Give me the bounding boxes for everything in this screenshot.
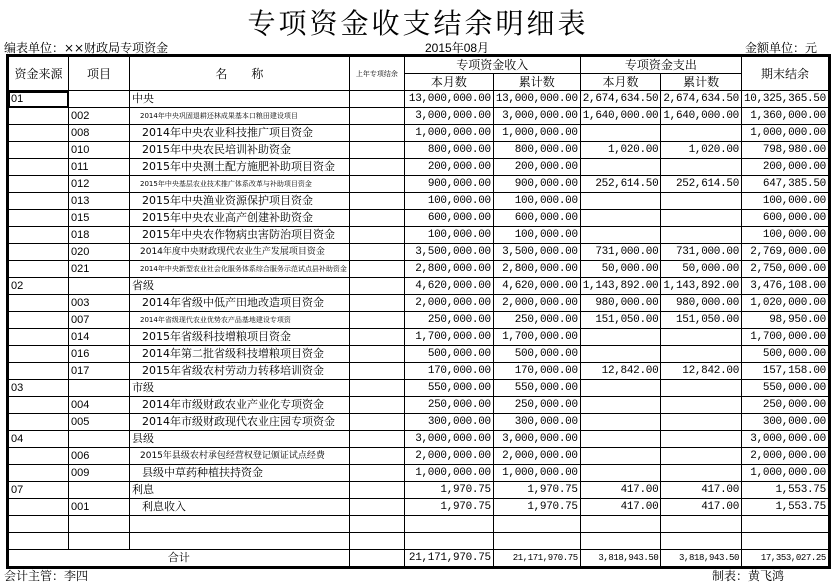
cell-project[interactable]: 003 (69, 295, 130, 312)
cell-income-month[interactable]: 250,000.00 (404, 397, 493, 414)
cell-name[interactable]: 2015年县级农村承包经营权登记颁证试点经费 (130, 448, 350, 465)
cell-expense-month[interactable] (580, 516, 661, 533)
cell-project[interactable]: 017 (69, 363, 130, 380)
cell-income-month[interactable]: 200,000.00 (404, 159, 493, 176)
cell-prev-balance[interactable] (349, 431, 404, 448)
cell-expense-month[interactable]: 417.00 (580, 482, 661, 499)
cell-expense-cumulative[interactable]: 151,050.00 (661, 312, 742, 329)
cell-expense-month[interactable]: 417.00 (580, 499, 661, 516)
cell-ending-balance[interactable]: 98,950.00 (742, 312, 830, 329)
total-label[interactable]: 合计 (8, 550, 350, 568)
cell-name[interactable]: 2015年省级农村劳动力转移培训资金 (130, 363, 350, 380)
cell-source[interactable] (8, 227, 69, 244)
cell-expense-month[interactable] (580, 193, 661, 210)
cell-ending-balance[interactable]: 300,000.00 (742, 414, 830, 431)
cell-name[interactable]: 2014年度中央财政现代农业生产发展项目资金 (130, 244, 350, 261)
cell-project[interactable] (69, 91, 130, 108)
cell-expense-cumulative[interactable]: 980,000.00 (661, 295, 742, 312)
cell-expense-month[interactable]: 50,000.00 (580, 261, 661, 278)
cell-name[interactable]: 2014年中央新型农业社会化服务体系综合服务示范试点县补助资金 (130, 261, 350, 278)
cell-name[interactable]: 2014年省级中低产田地改造项目资金 (130, 295, 350, 312)
cell-income-month[interactable]: 800,000.00 (404, 142, 493, 159)
cell-ending-balance[interactable]: 1,553.75 (742, 499, 830, 516)
table-row (8, 159, 830, 176)
cell-prev-balance[interactable] (349, 261, 404, 278)
cell-ending-balance[interactable]: 1,553.75 (742, 482, 830, 499)
cell-source[interactable] (8, 465, 69, 482)
cell-source[interactable] (8, 244, 69, 261)
cell-source[interactable] (8, 363, 69, 380)
cell-income-month[interactable]: 13,000,000.00 (404, 91, 493, 108)
col-header-ending-balance[interactable]: 期末结余 (742, 56, 830, 91)
cell-income-cumulative[interactable]: 1,000,000.00 (493, 465, 580, 482)
cell-name[interactable]: 2014年省级现代农业优势农产品基地建设专项资 (130, 312, 350, 329)
cell-income-month[interactable]: 600,000.00 (404, 210, 493, 227)
cell-expense-cumulative[interactable] (661, 414, 742, 431)
cell-prev-balance[interactable] (349, 499, 404, 516)
cell-name[interactable]: 市级 (130, 380, 350, 397)
cell-expense-month[interactable] (580, 414, 661, 431)
cell-project[interactable]: 016 (69, 346, 130, 363)
cell-expense-cumulative[interactable] (661, 431, 742, 448)
cell-expense-month[interactable]: 252,614.50 (580, 176, 661, 193)
cell-income-month[interactable]: 1,000,000.00 (404, 125, 493, 142)
table-row (8, 125, 830, 142)
table-row (8, 414, 830, 431)
cell-income-cumulative[interactable]: 1,700,000.00 (493, 329, 580, 346)
col-header-income-month[interactable]: 本月数 (404, 74, 493, 91)
cell-ending-balance[interactable]: 100,000.00 (742, 227, 830, 244)
cell-source[interactable] (8, 210, 69, 227)
cell-name[interactable] (130, 516, 350, 533)
total-prev-balance[interactable] (349, 550, 404, 568)
cell-income-month[interactable]: 100,000.00 (404, 227, 493, 244)
table-row (8, 193, 830, 210)
cell-expense-cumulative[interactable]: 252,614.50 (661, 176, 742, 193)
cell-expense-cumulative[interactable] (661, 210, 742, 227)
table-row (8, 329, 830, 346)
cell-source[interactable] (8, 312, 69, 329)
cell-ending-balance[interactable]: 2,750,000.00 (742, 261, 830, 278)
cell-prev-balance[interactable] (349, 295, 404, 312)
cell-expense-month[interactable] (580, 431, 661, 448)
cell-expense-cumulative[interactable]: 2,674,634.50 (661, 91, 742, 108)
cell-prev-balance[interactable] (349, 380, 404, 397)
table-row (8, 533, 830, 550)
table-body (8, 91, 830, 550)
cell-expense-cumulative[interactable] (661, 125, 742, 142)
table-row (8, 482, 830, 499)
cell-ending-balance[interactable]: 3,000,000.00 (742, 431, 830, 448)
cell-expense-month[interactable]: 1,640,000.00 (580, 108, 661, 125)
cell-name[interactable]: 2014年第二批省级科技增粮项目资金 (130, 346, 350, 363)
col-header-income-group[interactable]: 专项资金收入 (404, 56, 580, 74)
cell-ending-balance[interactable]: 200,000.00 (742, 159, 830, 176)
cell-ending-balance[interactable]: 1,000,000.00 (742, 125, 830, 142)
cell-expense-cumulative[interactable] (661, 346, 742, 363)
cell-expense-month[interactable]: 151,050.00 (580, 312, 661, 329)
cell-project[interactable]: 006 (69, 448, 130, 465)
cell-project[interactable]: 018 (69, 227, 130, 244)
cell-income-cumulative[interactable]: 3,000,000.00 (493, 108, 580, 125)
cell-ending-balance[interactable]: 1,700,000.00 (742, 329, 830, 346)
cell-source[interactable] (8, 176, 69, 193)
cell-income-cumulative[interactable]: 800,000.00 (493, 142, 580, 159)
cell-prev-balance[interactable] (349, 329, 404, 346)
cell-expense-cumulative[interactable] (661, 193, 742, 210)
cell-prev-balance[interactable] (349, 125, 404, 142)
cell-expense-cumulative[interactable] (661, 227, 742, 244)
cell-source[interactable] (8, 533, 69, 550)
cell-source[interactable] (8, 346, 69, 363)
cell-ending-balance[interactable]: 600,000.00 (742, 210, 830, 227)
table-row (8, 346, 830, 363)
cell-project[interactable]: 008 (69, 125, 130, 142)
cell-prev-balance[interactable] (349, 227, 404, 244)
table-row (8, 431, 830, 448)
cell-project[interactable]: 004 (69, 397, 130, 414)
col-header-name[interactable]: 名 称 (130, 56, 350, 91)
cell-source[interactable] (8, 108, 69, 125)
cell-ending-balance[interactable]: 1,360,000.00 (742, 108, 830, 125)
cell-expense-cumulative[interactable] (661, 397, 742, 414)
cell-expense-cumulative[interactable] (661, 380, 742, 397)
cell-project[interactable] (69, 533, 130, 550)
cell-name[interactable]: 2014年中央巩固退耕还林成果基本口粮田建设项目 (130, 108, 350, 125)
total-income-cumulative[interactable]: 21,171,970.75 (493, 550, 580, 568)
table-row (8, 448, 830, 465)
cell-project[interactable]: 001 (69, 499, 130, 516)
cell-expense-month[interactable]: 1,020.00 (580, 142, 661, 159)
cell-income-month[interactable]: 100,000.00 (404, 193, 493, 210)
total-expense-cumulative[interactable]: 3,818,943.50 (661, 550, 742, 568)
cell-income-month[interactable]: 2,800,000.00 (404, 261, 493, 278)
cell-expense-month[interactable]: 980,000.00 (580, 295, 661, 312)
cell-income-cumulative[interactable]: 4,620,000.00 (493, 278, 580, 295)
cell-source[interactable]: 03 (8, 380, 69, 397)
cell-income-cumulative[interactable] (493, 533, 580, 550)
cell-project[interactable] (69, 516, 130, 533)
cell-project[interactable]: 020 (69, 244, 130, 261)
compiling-unit: 编表单位：××财政局专项资金 (4, 41, 169, 55)
cell-income-cumulative[interactable]: 1,000,000.00 (493, 125, 580, 142)
cell-project[interactable] (69, 431, 130, 448)
cell-project[interactable]: 009 (69, 465, 130, 482)
cell-income-cumulative[interactable]: 200,000.00 (493, 159, 580, 176)
cell-name[interactable]: 2015年省级科技增粮项目资金 (130, 329, 350, 346)
col-header-project[interactable]: 项目 (69, 56, 130, 91)
table-row (8, 108, 830, 125)
cell-project[interactable]: 007 (69, 312, 130, 329)
cell-ending-balance[interactable]: 2,769,000.00 (742, 244, 830, 261)
col-header-expense-group[interactable]: 专项资金支出 (580, 56, 741, 74)
cell-ending-balance[interactable]: 3,476,108.00 (742, 278, 830, 295)
cell-income-cumulative[interactable]: 300,000.00 (493, 414, 580, 431)
cell-expense-cumulative[interactable] (661, 159, 742, 176)
col-header-prev-balance[interactable]: 上年专项结余 (349, 56, 404, 91)
cell-prev-balance[interactable] (349, 91, 404, 108)
cell-source[interactable] (8, 397, 69, 414)
cell-source[interactable] (8, 193, 69, 210)
cell-income-cumulative[interactable]: 250,000.00 (493, 312, 580, 329)
cell-income-cumulative[interactable]: 500,000.00 (493, 346, 580, 363)
cell-name[interactable]: 2015年中央测土配方施肥补助项目资金 (130, 159, 350, 176)
cell-project[interactable]: 015 (69, 210, 130, 227)
cell-expense-cumulative[interactable]: 50,000.00 (661, 261, 742, 278)
table-row (8, 499, 830, 516)
cell-income-month[interactable]: 3,000,000.00 (404, 108, 493, 125)
cell-income-month[interactable]: 500,000.00 (404, 346, 493, 363)
cell-expense-cumulative[interactable]: 417.00 (661, 499, 742, 516)
table-row (8, 91, 830, 108)
col-header-income-cumulative[interactable]: 累计数 (493, 74, 580, 91)
cell-name[interactable]: 县级中草药种植扶持资金 (130, 465, 350, 482)
cell-income-cumulative[interactable]: 3,500,000.00 (493, 244, 580, 261)
cell-prev-balance[interactable] (349, 482, 404, 499)
cell-ending-balance[interactable]: 100,000.00 (742, 193, 830, 210)
cell-expense-cumulative[interactable]: 1,640,000.00 (661, 108, 742, 125)
cell-income-cumulative[interactable]: 900,000.00 (493, 176, 580, 193)
cell-ending-balance[interactable]: 550,000.00 (742, 380, 830, 397)
table-row (8, 312, 830, 329)
cell-prev-balance[interactable] (349, 244, 404, 261)
cell-prev-balance[interactable] (349, 533, 404, 550)
cell-prev-balance[interactable] (349, 108, 404, 125)
cell-prev-balance[interactable] (349, 312, 404, 329)
cell-name[interactable]: 2014年中央农业科技推广项目资金 (130, 125, 350, 142)
cell-name[interactable]: 利息收入 (130, 499, 350, 516)
table-row (8, 142, 830, 159)
table-row (8, 278, 830, 295)
table-row (8, 465, 830, 482)
total-ending-balance[interactable]: 17,353,027.25 (742, 550, 830, 568)
cell-prev-balance[interactable] (349, 363, 404, 380)
cell-income-month[interactable]: 2,000,000.00 (404, 295, 493, 312)
cell-income-cumulative[interactable]: 250,000.00 (493, 397, 580, 414)
cell-expense-month[interactable] (580, 227, 661, 244)
report-title: 专项资金收支结余明细表 (247, 7, 589, 40)
cell-income-cumulative[interactable]: 550,000.00 (493, 380, 580, 397)
cell-prev-balance[interactable] (349, 278, 404, 295)
cell-project[interactable]: 002 (69, 108, 130, 125)
cell-income-month[interactable]: 1,970.75 (404, 499, 493, 516)
cell-income-cumulative[interactable]: 1,970.75 (493, 499, 580, 516)
cell-expense-month[interactable] (580, 329, 661, 346)
cell-income-cumulative[interactable]: 3,000,000.00 (493, 431, 580, 448)
table-row (8, 397, 830, 414)
cell-expense-month[interactable] (580, 465, 661, 482)
cell-expense-month[interactable]: 731,000.00 (580, 244, 661, 261)
cell-source[interactable] (8, 448, 69, 465)
cell-source[interactable] (8, 142, 69, 159)
col-header-source[interactable]: 资金来源 (8, 56, 69, 91)
cell-income-month[interactable]: 4,620,000.00 (404, 278, 493, 295)
cell-expense-month[interactable] (580, 125, 661, 142)
cell-income-cumulative[interactable]: 2,000,000.00 (493, 295, 580, 312)
currency-unit: 金额单位：元 (745, 41, 818, 55)
cell-income-month[interactable]: 1,000,000.00 (404, 465, 493, 482)
table-row (8, 210, 830, 227)
cell-income-cumulative[interactable]: 600,000.00 (493, 210, 580, 227)
cell-ending-balance[interactable]: 798,980.00 (742, 142, 830, 159)
cell-prev-balance[interactable] (349, 159, 404, 176)
cell-project[interactable] (69, 482, 130, 499)
cell-project[interactable]: 012 (69, 176, 130, 193)
cell-expense-cumulative[interactable] (661, 533, 742, 550)
cell-ending-balance[interactable]: 647,385.50 (742, 176, 830, 193)
cell-income-cumulative[interactable]: 13,000,000.00 (493, 91, 580, 108)
cell-source[interactable]: 04 (8, 431, 69, 448)
cell-prev-balance[interactable] (349, 516, 404, 533)
cell-name[interactable]: 县级 (130, 431, 350, 448)
cell-income-month[interactable]: 3,500,000.00 (404, 244, 493, 261)
cell-name[interactable]: 2015年中央农作物病虫害防治项目资金 (130, 227, 350, 244)
cell-income-cumulative[interactable]: 100,000.00 (493, 193, 580, 210)
cell-expense-month[interactable] (580, 159, 661, 176)
col-header-expense-cumulative[interactable]: 累计数 (661, 74, 742, 91)
cell-income-cumulative[interactable]: 1,970.75 (493, 482, 580, 499)
table-preparer: 制表：黄飞鸿 (712, 569, 785, 583)
cell-source[interactable]: 02 (8, 278, 69, 295)
cell-ending-balance[interactable]: 250,000.00 (742, 397, 830, 414)
cell-income-cumulative[interactable]: 2,800,000.00 (493, 261, 580, 278)
cell-expense-month[interactable] (580, 346, 661, 363)
cell-source[interactable]: 07 (8, 482, 69, 499)
accounting-supervisor: 会计主管：李四 (4, 569, 89, 583)
cell-prev-balance[interactable] (349, 176, 404, 193)
cell-income-cumulative[interactable]: 100,000.00 (493, 227, 580, 244)
cell-name[interactable]: 2015年中央农业高产创建补助资金 (130, 210, 350, 227)
col-header-expense-month[interactable]: 本月数 (580, 74, 661, 91)
cell-name[interactable]: 2014年市级财政现代农业庄园专项资金 (130, 414, 350, 431)
cell-income-month[interactable]: 1,970.75 (404, 482, 493, 499)
cell-name[interactable] (130, 533, 350, 550)
cell-ending-balance[interactable]: 10,325,365.50 (742, 91, 830, 108)
cell-source[interactable] (8, 125, 69, 142)
cell-expense-cumulative[interactable]: 1,020.00 (661, 142, 742, 159)
cell-expense-month[interactable] (580, 210, 661, 227)
total-expense-month[interactable]: 3,818,943.50 (580, 550, 661, 568)
cell-expense-cumulative[interactable] (661, 329, 742, 346)
table-row (8, 380, 830, 397)
balance-sheet-table (6, 54, 831, 569)
cell-source[interactable] (8, 159, 69, 176)
cell-project[interactable]: 013 (69, 193, 130, 210)
cell-project[interactable]: 014 (69, 329, 130, 346)
cell-project[interactable] (69, 278, 130, 295)
cell-source[interactable] (8, 261, 69, 278)
table-row (8, 363, 830, 380)
cell-name[interactable]: 省级 (130, 278, 350, 295)
cell-expense-month[interactable] (580, 380, 661, 397)
cell-expense-month[interactable]: 2,674,634.50 (580, 91, 661, 108)
cell-income-month[interactable] (404, 533, 493, 550)
cell-expense-cumulative[interactable] (661, 516, 742, 533)
cell-source[interactable] (8, 295, 69, 312)
cell-income-month[interactable]: 1,700,000.00 (404, 329, 493, 346)
cell-expense-cumulative[interactable]: 731,000.00 (661, 244, 742, 261)
cell-income-month[interactable]: 550,000.00 (404, 380, 493, 397)
cell-ending-balance[interactable]: 2,000,000.00 (742, 448, 830, 465)
total-row (8, 550, 830, 568)
cell-expense-cumulative[interactable]: 12,842.00 (661, 363, 742, 380)
cell-project[interactable]: 021 (69, 261, 130, 278)
cell-ending-balance[interactable]: 1,020,000.00 (742, 295, 830, 312)
cell-expense-month[interactable] (580, 533, 661, 550)
cell-income-cumulative[interactable]: 170,000.00 (493, 363, 580, 380)
cell-expense-cumulative[interactable]: 417.00 (661, 482, 742, 499)
cell-project[interactable] (69, 380, 130, 397)
cell-source[interactable] (8, 329, 69, 346)
cell-income-cumulative[interactable]: 2,000,000.00 (493, 448, 580, 465)
cell-income-month[interactable]: 170,000.00 (404, 363, 493, 380)
cell-name[interactable]: 2015年中央农民培训补助资金 (130, 142, 350, 159)
table-row (8, 244, 830, 261)
cell-ending-balance[interactable] (742, 516, 830, 533)
table-row (8, 516, 830, 533)
cell-source[interactable] (8, 499, 69, 516)
cell-prev-balance[interactable] (349, 414, 404, 431)
cell-expense-month[interactable]: 1,143,892.00 (580, 278, 661, 295)
cell-income-month[interactable]: 300,000.00 (404, 414, 493, 431)
cell-prev-balance[interactable] (349, 193, 404, 210)
cell-income-month[interactable]: 2,000,000.00 (404, 448, 493, 465)
cell-name[interactable]: 中央 (130, 91, 350, 108)
cell-income-month[interactable] (404, 516, 493, 533)
cell-name[interactable]: 利息 (130, 482, 350, 499)
cell-expense-cumulative[interactable] (661, 465, 742, 482)
cell-name[interactable]: 2014年市级财政农业产业化专项资金 (130, 397, 350, 414)
cell-expense-month[interactable] (580, 448, 661, 465)
cell-source[interactable] (8, 414, 69, 431)
cell-income-month[interactable]: 900,000.00 (404, 176, 493, 193)
cell-project[interactable]: 011 (69, 159, 130, 176)
cell-income-cumulative[interactable] (493, 516, 580, 533)
cell-ending-balance[interactable]: 1,000,000.00 (742, 465, 830, 482)
report-period: 2015年08月 (425, 41, 490, 55)
cell-expense-month[interactable] (580, 397, 661, 414)
cell-expense-cumulative[interactable]: 1,143,892.00 (661, 278, 742, 295)
table-row (8, 295, 830, 312)
cell-prev-balance[interactable] (349, 142, 404, 159)
cell-source[interactable]: 01 (8, 91, 69, 108)
cell-project[interactable]: 005 (69, 414, 130, 431)
cell-expense-month[interactable]: 12,842.00 (580, 363, 661, 380)
cell-name[interactable]: 2015年中央基层农业技术推广体系改革与补助项目资金 (130, 176, 350, 193)
cell-ending-balance[interactable]: 500,000.00 (742, 346, 830, 363)
cell-prev-balance[interactable] (349, 397, 404, 414)
cell-ending-balance[interactable]: 157,158.00 (742, 363, 830, 380)
cell-income-month[interactable]: 250,000.00 (404, 312, 493, 329)
cell-ending-balance[interactable] (742, 533, 830, 550)
cell-source[interactable] (8, 516, 69, 533)
total-income-month[interactable]: 21,171,970.75 (404, 550, 493, 568)
cell-expense-cumulative[interactable] (661, 448, 742, 465)
table-row (8, 261, 830, 278)
cell-prev-balance[interactable] (349, 346, 404, 363)
cell-prev-balance[interactable] (349, 448, 404, 465)
table-row (8, 227, 830, 244)
table-row (8, 176, 830, 193)
cell-income-month[interactable]: 3,000,000.00 (404, 431, 493, 448)
cell-prev-balance[interactable] (349, 210, 404, 227)
cell-project[interactable]: 010 (69, 142, 130, 159)
cell-prev-balance[interactable] (349, 465, 404, 482)
cell-name[interactable]: 2015年中央渔业资源保护项目资金 (130, 193, 350, 210)
